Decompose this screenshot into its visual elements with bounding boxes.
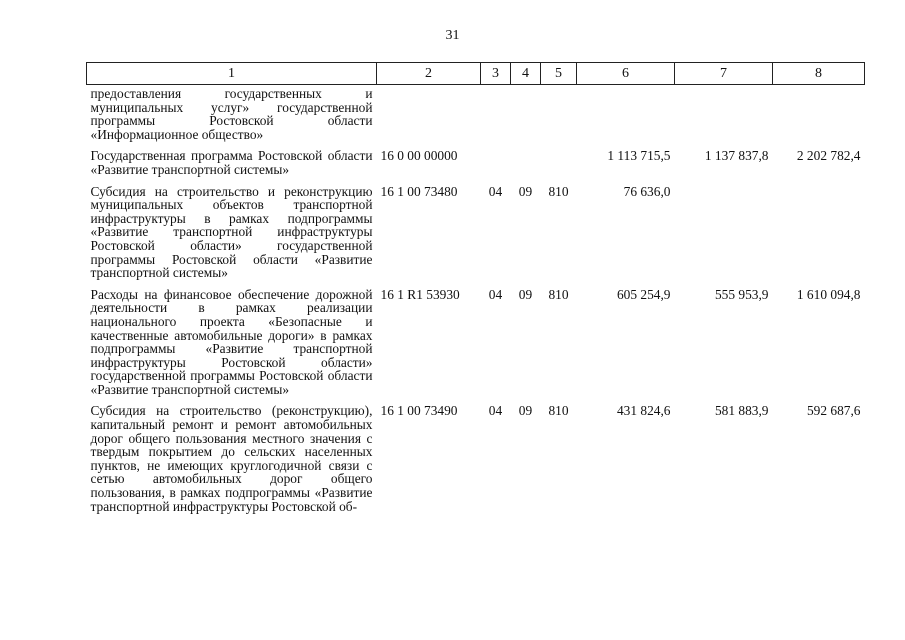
row-code: 16 1 00 73480	[380, 183, 458, 199]
column-header: 5	[541, 63, 577, 85]
table-row	[87, 177, 865, 280]
row-section: 04	[488, 183, 503, 199]
row-value-col8: 1 610 094,8	[796, 286, 861, 302]
row-value-col6: 605 254,9	[616, 286, 671, 302]
table-row	[87, 396, 865, 513]
column-header: 2	[377, 63, 481, 85]
row-value-col8: 2 202 782,4	[796, 148, 861, 164]
table-body	[87, 85, 865, 514]
column-header: 3	[481, 63, 511, 85]
row-code: 16 1 00 73490	[380, 403, 458, 419]
row-value-col7	[675, 177, 773, 280]
row-section: 04	[488, 286, 503, 302]
row-value-col7: 1 137 837,8	[704, 148, 769, 164]
row-value-col8	[773, 85, 865, 142]
column-header: 1	[87, 63, 377, 85]
row-expense-type: 810	[548, 286, 569, 302]
row-code: 16 1 R1 53930	[380, 286, 460, 302]
row-description: Государственная программа Ростовской области «Развитие транспортной системы»	[90, 148, 373, 177]
row-expense-type: 810	[548, 183, 569, 199]
row-code: 16 0 00 00000	[380, 148, 458, 164]
row-subsection: 09	[518, 403, 533, 419]
row-value-col6: 1 113 715,5	[607, 148, 671, 164]
row-expense-type	[541, 85, 577, 142]
row-section: 04	[488, 403, 503, 419]
row-expense-type	[541, 141, 577, 176]
column-header: 6	[577, 63, 675, 85]
row-value-col8	[773, 177, 865, 280]
row-value-col6: 76 636,0	[623, 183, 671, 199]
row-description: Субсидия на строительство (реконструкцию), капитальный ремонт и ремонт автомобильных дорог общего пользования местного значения с твердым покрытием до сельских населенных пунктов, не имеющих круглогодичной связи с сетью автомобильных дорог общего пользования, в рамках подпрограммы «Развитие транспортной инфраструктуры Ростовской об-	[90, 403, 373, 514]
budget-table	[86, 62, 865, 513]
row-value-col6: 431 824,6	[616, 403, 671, 419]
column-header: 8	[773, 63, 865, 85]
row-subsection: 09	[518, 183, 533, 199]
row-value-col6	[577, 85, 675, 142]
row-section	[481, 85, 511, 142]
row-section	[481, 141, 511, 176]
row-subsection	[511, 85, 541, 142]
table-row	[87, 85, 865, 142]
row-expense-type: 810	[548, 403, 569, 419]
page-number: 31	[445, 28, 460, 43]
row-value-col7	[675, 85, 773, 142]
column-header: 7	[675, 63, 773, 85]
table-row	[87, 280, 865, 397]
row-subsection	[511, 141, 541, 176]
row-description: Субсидия на строительство и реконструкцию муниципальных объектов транспортной инфраструктуры в рамках подпрограммы «Развитие транспортной инфраструктуры Ростовской области» государственной программы Ростовской области «Развитие транспортной системы»	[90, 183, 373, 281]
table-row	[87, 141, 865, 176]
row-value-col7: 555 953,9	[714, 286, 769, 302]
row-subsection: 09	[518, 286, 533, 302]
row-description: Расходы на финансовое обеспечение дорожной деятельности в рамках реализации национального проекта «Безопасные и качественные автомобильные дороги» в рамках подпрограммы «Развитие транспортной инфраструктуры Ростовской области» государственной программы Ростовской области «Развитие транспортной системы»	[90, 286, 373, 397]
column-header: 4	[511, 63, 541, 85]
header-row	[87, 63, 865, 85]
row-value-col7: 581 883,9	[714, 403, 769, 419]
row-value-col8: 592 687,6	[806, 403, 861, 419]
row-code	[377, 85, 481, 142]
table-header	[87, 63, 865, 85]
row-description: предоставления государственных и муниципальных услуг» государственной программы Ростовской области «Информационное общество»	[90, 86, 373, 142]
